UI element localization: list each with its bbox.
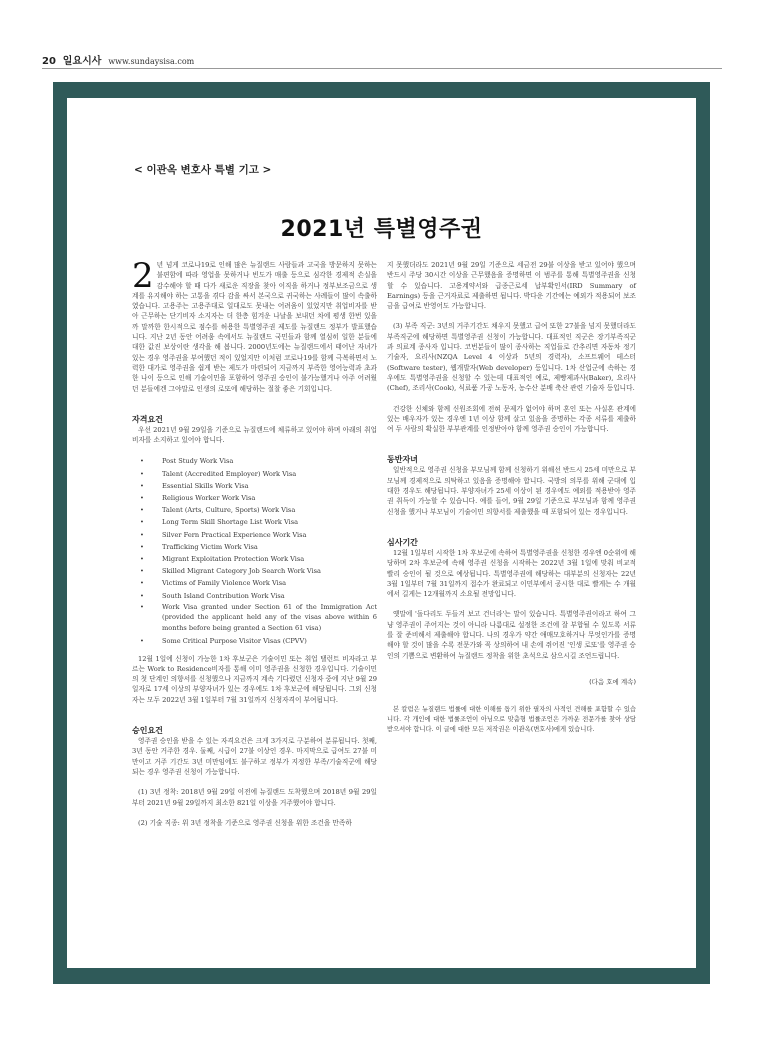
visa-list-item: • Religious Worker Work Visa <box>132 492 377 504</box>
intro-text: 년 넘게 코로나19로 인해 많은 뉴질랜드 사람들과 고국을 방문하지 못하는 불편함에 따라 영업을 못하거나 빈도가 매출 등으로 심각한 경제적 손실을 감수해야 할 때 다가 새로운 직장을 찾아 이직을 하거나 정부보조금으로 생계를 유지해야 하는 고통을 겪다 감을 싸서 본국으로 귀국하는 사례들이 많이 속출하였습니다. 고용주는 고용주대로 일대로도 못내는 어려움이 있었지만 취업비자를 받아 근무하는 단기비자 소지자는 더 한층 힘겨운 나날을 보내던 차에 평생 한번 있을까 말까한 한시적으로 점수를 허용한 특별영주권 제도를 뉴질랜드 정부가 발표했습니다. 지난 2년 동안 어려움 속에서도 뉴질랜드 국민들과 함께 열심히 일한 분들에 대한 값진 보상이란 생각을 해 봅니다. 2000년도에는 뉴질랜드에서 태어난 자녀가 있는 경우 영주권을 부여했던 적이 있었지만 이처럼 코로나19를 함께 극복하면서 노력한 대가로 영주권을 쉽게 받는 제도가 마련되어 지금까지 부족한 영어능력과 초과한 나이 등으로 인해 기술이민을 포함하여 영주권 승인이 불가능했거나 아주 어려웠던 분들에겐 그야말로 인생의 로또에 해당하는 절찰 좋은 기회입니다. <box>132 261 377 393</box>
visa-list-item: • Talent (Accredited Employer) Work Visa <box>132 468 377 480</box>
page-number: 20 <box>42 56 56 67</box>
page-header <box>42 52 194 68</box>
publication-name: 일요시사 <box>62 56 102 67</box>
approval-text: 영주권 승인을 받을 수 있는 자격요건은 크게 3가지로 구분하여 분류됩니다. 첫째, 3년 동안 거주한 경우. 둘째, 시급이 27불 이상인 경우. 마지막으로 급여도 27불 미만이고 거주 기간도 3년 미만임에도 불구하고 정부가 지정한 부족/기술직군에 해당되는 경우 영주권 신청이 가능합니다. <box>132 737 377 776</box>
visa-list-item: • Essential Skills Work Visa <box>132 480 377 492</box>
visa-list-item: • Trafficking Victim Work Visa <box>132 541 377 553</box>
right-column <box>387 260 636 735</box>
section-heading-processing: 심사기간 <box>387 537 418 547</box>
health-partner-paragraph: 건강한 신체와 함께 신원조회에 전혀 문제가 없어야 하며 혼인 또는 사실혼 관계에 있는 배우자가 있는 경우엔 1년 이상 함께 살고 있음을 증명하는 각종 서류를 제출하여 두 사람의 확실한 부부관계를 인정받아야 함께 영주권 승인이 가능합니다. <box>387 404 636 434</box>
publication-url: www.sundaysisa.com <box>108 57 195 66</box>
section-heading-eligibility: 자격요건 <box>132 414 163 424</box>
approval-item-settlement: (1) 3년 정착: 2018년 9월 29일 이전에 뉴질랜드 도착했으며 2018년 9월 29일부터 2021년 9월 29일까지 최소한 821일 이상을 거주했어야 합니다. <box>132 788 377 807</box>
article-title: 2021년 특별영주권 <box>280 217 483 242</box>
article-kicker: < 이관옥 변호사 특별 기고 > <box>134 164 272 176</box>
scarce-occupation-paragraph: (3) 부족 직군: 3년의 거주기간도 채우지 못했고 급여 또한 27불을 넘지 못했더라도 부족직군에 해당하면 특별영주권 신청이 가능합니다. 대표적인 직군은 장기부족직군과 의료계 종사자 입니다. 코번분들이 많이 종사하는 직업들로 간추리면 자동차 정기기술자, 요리사(NZQA Level 4 이상과 5년의 경력자), 소프트웨어 테스터(Software tester), 웹개발자(Web developer) 등입니다. 1차 산업군에 속하는 경우에도 특별영주권을 신청할 수 있는데 대표적인 예로, 제빵제과사(Baker), 요리사(Chef), 조리사(Cook), 식료품 가공 노동자, 농수산 분배 축산 관련 기술자 등입니다. <box>387 322 636 393</box>
article-paper <box>67 98 696 968</box>
disclaimer: 본 칼럼은 뉴질랜드 법률에 대한 이해를 돕기 위한 필자의 사적인 견해를 포함할 수 있습니다. 각 개인에 대한 법률조언이 아님으로 맞춤형 법률조언은 가까운 전문가를 찾아 상담받으셔야 합니다. 이 글에 대한 모든 저작권은 이관옥(변호사)에게 있습니다. <box>387 706 636 734</box>
advice-text: 옛말에 '돌다리도 두들겨 보고 건너라'는 말이 있습니다. 특별영주권이라고 하여 그냥 영주권이 주어지는 것이 아니라 나름대로 설정한 조건에 잘 부합될 수 있도록 서류를 잘 준비해서 제출해야 합니다. 나의 경우가 약간 애매모호하거나 무엇인가를 증명해야 할 것이 많을 수록 전문가와 꼭 상의하여 내 손에 쥐어진 '인생 로또'를 영주권 승인의 기쁨으로 변환하여 뉴질랜드 정착을 위한 초석으로 삼으시길 조언드립니다. <box>387 610 636 660</box>
section-heading-approval: 승인요건 <box>132 726 163 736</box>
left-column <box>132 256 377 838</box>
visa-list-item: • Long Term Skill Shortage List Work Visa <box>132 516 377 528</box>
visa-list-item: • South Island Contribution Work Visa <box>132 590 377 602</box>
visa-list <box>132 455 377 647</box>
article-frame <box>53 82 710 984</box>
visa-list-item: • Migrant Exploitation Protection Work Visa <box>132 553 377 565</box>
section-heading-dependents: 동반자녀 <box>387 455 418 465</box>
visa-list-item: • Victims of Family Violence Work Visa <box>132 577 377 589</box>
header-divider <box>42 68 722 69</box>
approval-item-skilled: (2) 기술 직종: 위 3년 정착을 기준으로 영주권 신청을 위한 조건을 만족하 <box>138 818 352 827</box>
eligibility-text: 우선 2021년 9월 29일을 기준으로 뉴질랜드에 체류하고 있어야 하며 아래의 취업비자를 소지하고 있어야 합니다. <box>132 425 377 445</box>
intro-paragraph <box>132 256 377 394</box>
visa-list-item: • Talent (Arts, Culture, Sports) Work Visa <box>132 504 377 516</box>
processing-text: 12월 1일부터 시작한 1차 후보군에 속하여 특별영주권을 신청한 경우엔 0순위에 해당하며 2차 후보군에 속해 영주권 신청을 시작하는 2022년 3월 1일에 맞춰 비교적 빨리 승인이 될 것으로 예상됩니다. 특별영주권에 해당하는 대부분의 신청자는 22년 3월 1일부터 7월 31일까지 접수가 완료되고 이민부에서 공시한 대로 빨게는 수 개월에서 길게는 12개월까지 소요될 전망입니다. <box>387 548 636 599</box>
visa-list-item: • Skilled Migrant Category Job Search Work Visa <box>132 565 377 577</box>
visa-list-item: • Silver Fern Practical Experience Work Visa <box>132 529 377 541</box>
to-be-continued: (다음 호에 계속) <box>589 677 636 686</box>
first-round-text: 12월 1일에 신청이 가능한 1차 후보군은 기술이민 또는 취업 탤런트 비자라고 부르는 Work to Residence비자를 통해 이미 영주권을 신청한 경우입니다. 기술이민의 첫 단계인 의향서를 신청했으나 지금까지 계속 기다렸던 신청자 중에 지난 9월 29일자로 17세 이상의 부양자녀가 있는 경우에도 1차 후보군에 해당됩니다. 그외 신청자는 모두 2022년 3월 1일부터 7월 31일까지 신청자격이 부여됩니다. <box>132 654 377 704</box>
dependents-text: 일반적으로 영주권 신청을 부모님께 함께 신청하기 위해선 반드시 25세 미만으로 부모님께 경제적으로 의탁하고 있음을 증명해야 합니다. 국방의 의무를 위해 군대에 입대한 경우도 해당됩니다. 부양자녀가 25세 이상이 된 경우에도 예외를 적용받아 영주권 취득이 가능할 수 있습니다. 예를 들어, 9월 29일 기준으로 부모님과 함께 영주권 신청을 했거나 부모님이 기술이민 의향서를 제출했을 때 포함되어 있는 경우입니다. <box>387 466 636 516</box>
visa-list-item: • Post Study Work Visa <box>132 455 377 467</box>
visa-list-item: • Work Visa granted under Section 61 of the Immigration Act (provided the applicant held any of the visas above within 6 months before being granted a Section 61 visa) <box>132 602 377 634</box>
visa-list-item: • Some Critical Purpose Visitor Visas (CPVV) <box>132 635 377 647</box>
wage-paragraph: 지 못했더라도 2021년 9월 29일 기준으로 세금전 29불 이상을 받고 있어야 했으며 반드시 주당 30시간 이상을 근무했음을 증명하면 이 범주를 통해 특별영주권을 신청할 수 있습니다. 고용계약서와 급종근로세 납부확인서(IRD Summary of Earnings) 등을 근거자료로 제출하면 됩니다. 박다운 기간에는 예외가 적용되어 보조금을 급여로 반영어도 가능합니다. <box>387 261 636 311</box>
drop-cap: 2 <box>132 256 154 296</box>
